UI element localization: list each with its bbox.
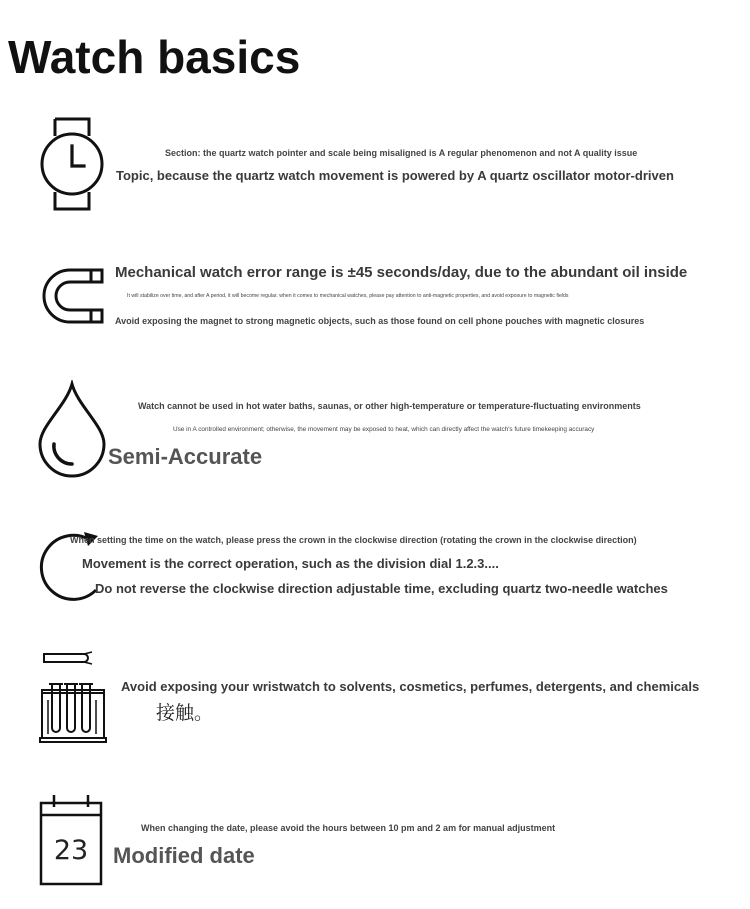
calendar-icon [38, 793, 104, 887]
section-2-note: Avoid exposing the magnet to strong magnetic objects, such as those found on cell phone pouches with magnetic closures [115, 316, 645, 326]
watch-icon [38, 116, 106, 212]
section-3-note: Watch cannot be used in hot water baths, saunas, or other high-temperature or temperature-fluctuating environments [138, 401, 641, 411]
section-1-note: Section: the quartz watch pointer and scale being misaligned is A regular phenomenon and not A quality issue [165, 148, 638, 158]
water-drop-icon [36, 380, 108, 480]
section-4-heading: Movement is the correct operation, such as the division dial 1.2.3.... [82, 556, 499, 571]
section-4-warning: Do not reverse the clockwise direction adjustable time, excluding quartz two-needle watches [95, 581, 668, 596]
section-1-heading: Topic, because the quartz watch movement is powered by A quartz oscillator motor-driven [116, 168, 674, 183]
section-3-heading: Semi-Accurate [108, 444, 263, 469]
calendar-day-number: 23 [53, 835, 89, 866]
test-tubes-icon [36, 650, 110, 746]
magnet-icon [38, 266, 106, 326]
section-5-heading: Avoid exposing your wristwatch to solvents, cosmetics, perfumes, detergents, and chemicals [121, 679, 700, 694]
page-title: Watch basics [8, 31, 301, 83]
section-4-note: When setting the time on the watch, please press the crown in the clockwise direction (rotating the crown in the clockwise direction) [70, 535, 637, 545]
section-3-fine-print: Use in A controlled environment; otherwise, the movement may be exposed to heat, which can directly affect the watch's future timekeeping accuracy [173, 426, 595, 433]
section-6-note: When changing the date, please avoid the hours between 10 pm and 2 am for manual adjustment [141, 823, 556, 833]
section-5-cjk-text: 接触。 [156, 702, 214, 724]
section-6-heading: Modified date [113, 843, 255, 868]
section-2-fine-print: It will stabilize over time, and after A period, it will become regular. when it comes to mechanical watches, please pay attention to anti-magnetic properties, and avoid exposure to magnetic fields [127, 293, 569, 299]
section-2-heading: Mechanical watch error range is ±45 seconds/day, due to the abundant oil inside [115, 264, 688, 281]
